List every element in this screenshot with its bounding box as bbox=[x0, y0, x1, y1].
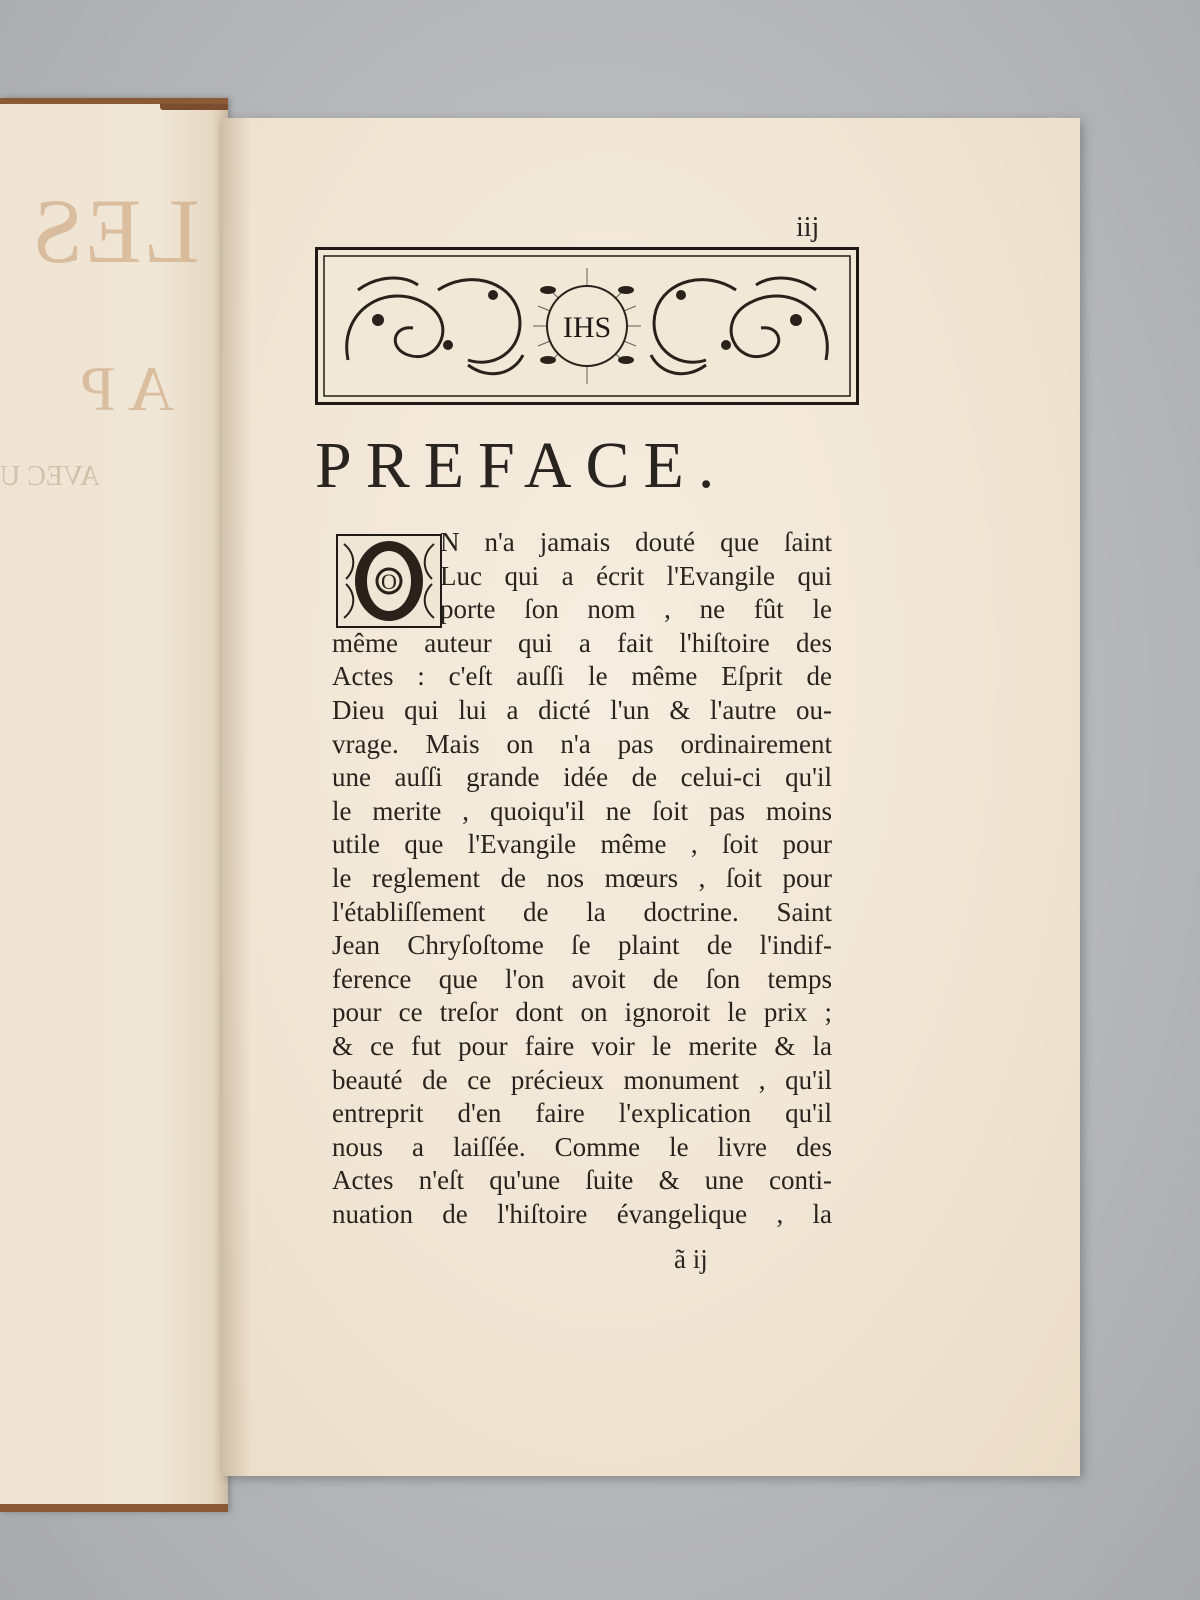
text-line: Jean Chryſoſtome ſe plaint de l'indif- bbox=[332, 930, 832, 961]
bleed-through-text bbox=[0, 174, 228, 494]
signature-mark: ã ij bbox=[674, 1244, 708, 1274]
left-page bbox=[0, 98, 228, 1512]
text-line: le reglement de nos mœurs , ſoit pour bbox=[332, 862, 832, 893]
bleed-line: A P bbox=[80, 353, 175, 424]
text-line: vrage. Mais on n'a pas ordinairement bbox=[332, 728, 832, 759]
text-line: entreprit d'en faire l'explication qu'il bbox=[332, 1098, 832, 1129]
bleed-line: LES bbox=[30, 180, 200, 282]
gutter-shadow bbox=[222, 118, 252, 1476]
text-line: utile que l'Evangile même , ſoit pour bbox=[332, 829, 832, 860]
text-line: l'établiſſement de la doctrine. Saint bbox=[332, 896, 832, 927]
text-line: nous a laiſſée. Comme le livre des bbox=[332, 1131, 832, 1162]
folio-number: iij bbox=[796, 212, 820, 243]
headpiece-ornament bbox=[318, 250, 856, 402]
text-line: porte ſon nom , ne fût le bbox=[440, 594, 832, 625]
page-title: PREFACE. bbox=[315, 429, 729, 502]
drop-cap-letter: O bbox=[381, 569, 397, 594]
text-line: Luc qui a écrit l'Evangile qui bbox=[440, 560, 832, 591]
text-line: N n'a jamais douté que ſaint bbox=[440, 527, 832, 557]
text-line: Actes : c'eſt auſſi le même Eſprit de bbox=[332, 661, 832, 692]
text-line: pour ce treſor dont on ignoroit le prix ; bbox=[332, 997, 832, 1028]
monogram-text: IHS bbox=[562, 311, 612, 344]
text-line: une auſſi grande idée de celui-ci qu'il bbox=[332, 762, 832, 793]
text-line: nuation de l'hiſtoire évangelique , la bbox=[332, 1198, 832, 1229]
body-text bbox=[332, 526, 832, 1231]
text-line: beauté de ce précieux monument , qu'il bbox=[332, 1064, 832, 1095]
text-line: Actes n'eſt qu'une ſuite & une conti- bbox=[332, 1165, 832, 1196]
text-line: Dieu qui lui a dicté l'un & l'autre ou- bbox=[332, 694, 832, 725]
bleed-line: AVEC U bbox=[0, 461, 100, 492]
binding-edge bbox=[160, 98, 228, 110]
text-line: ference que l'on avoit de ſon temps bbox=[332, 963, 832, 994]
text-line: même auteur qui a fait l'hiſtoire des bbox=[332, 627, 832, 658]
text-line: le merite , quoiqu'il ne ſoit pas moins bbox=[332, 795, 832, 826]
ornamental-headpiece bbox=[315, 247, 859, 405]
text-line: & ce fut pour faire voir le merite & la bbox=[332, 1030, 832, 1061]
